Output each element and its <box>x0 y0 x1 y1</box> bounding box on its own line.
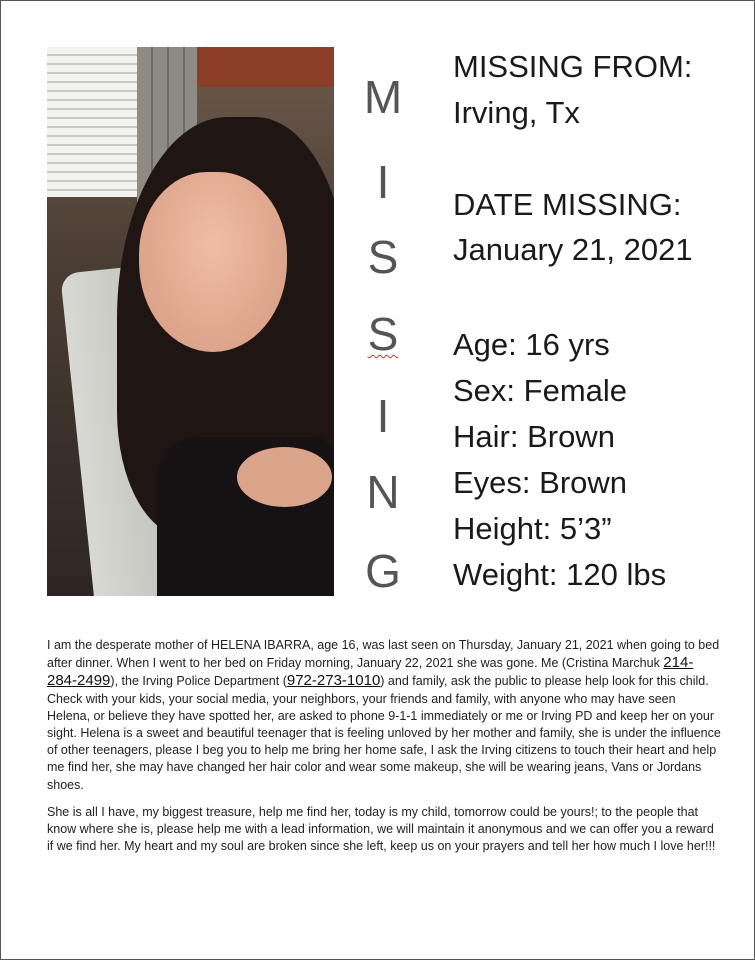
face <box>139 172 287 352</box>
date-missing-label: DATE MISSING: <box>453 187 682 222</box>
eyes-field: Eyes: Brown <box>453 465 628 500</box>
sex-field: Sex: Female <box>453 373 628 408</box>
shoulder <box>237 447 332 507</box>
title-letter-g: G <box>365 545 401 597</box>
description-paragraph-2: She is all I have, my biggest treasure, help me find her, today is my child, tomorrow could be yours!; to the people that know where she is, please help me with a lead information, we will maintain it anonymous and we can offer you a reward if we find her. My heart and my soul are broken since she left, keep us on your prayers and tell her how much I love her!!! <box>47 804 716 854</box>
description-text <box>47 637 721 865</box>
title-letter-i: I <box>376 156 390 208</box>
mother-phone-link[interactable]: 214-284-2499 <box>47 654 694 690</box>
window-blinds <box>47 47 137 197</box>
title-letter-s: S <box>367 231 399 283</box>
date-missing-value: January 21, 2021 <box>453 232 693 267</box>
hair-field: Hair: Brown <box>453 419 615 454</box>
missing-from-value: Irving, Tx <box>453 95 580 130</box>
kitchen-cabinet <box>197 47 334 87</box>
description-paragraph-1 <box>47 637 721 794</box>
missing-person-photo <box>47 47 334 596</box>
paragraph-1-part-b: ), the Irving Police Department ( <box>110 674 287 689</box>
title-letter-i-2: I <box>376 390 390 442</box>
age-field: Age: 16 yrs <box>453 327 610 362</box>
title-letter-n: N <box>366 466 400 518</box>
missing-from-label: MISSING FROM: <box>453 49 693 84</box>
paragraph-1-part-c: ) and family, ask the public to please help look for this child. Check with your kids, your social media, your neighbors, your friends and family, with anyone who may have seen Helena, or believe they have spotted her, are asked to phone 9-1-1 immediately or me or Irving PD and keep her on your sight. Helena is a sweet and beautiful teenager that is feeling unloved by her mother and family, she is under the influence of other teenagers, please I beg you to help me bring her home safe, I ask the Irving citizens to touch their heart and help me find her, she may have changed her hair color and wear some makeup, she will be wearing jeans, Vans or Jordans shoes. <box>47 674 721 792</box>
title-letter-m: M <box>363 71 403 123</box>
height-field: Height: 5’3” <box>453 511 612 546</box>
police-phone-link[interactable]: 972-273-1010 <box>286 672 381 690</box>
weight-field: Weight: 120 lbs <box>453 557 667 592</box>
paragraph-1-part-a: I am the desperate mother of HELENA IBARRA, age 16, was last seen on Thursday, January 21, 2021 when going to bed after dinner. When I went to her bed on Friday morning, January 22, 2021 she was gone. Me (Cristina Marchuk <box>47 638 720 671</box>
title-letter-s-2: S <box>367 308 399 360</box>
